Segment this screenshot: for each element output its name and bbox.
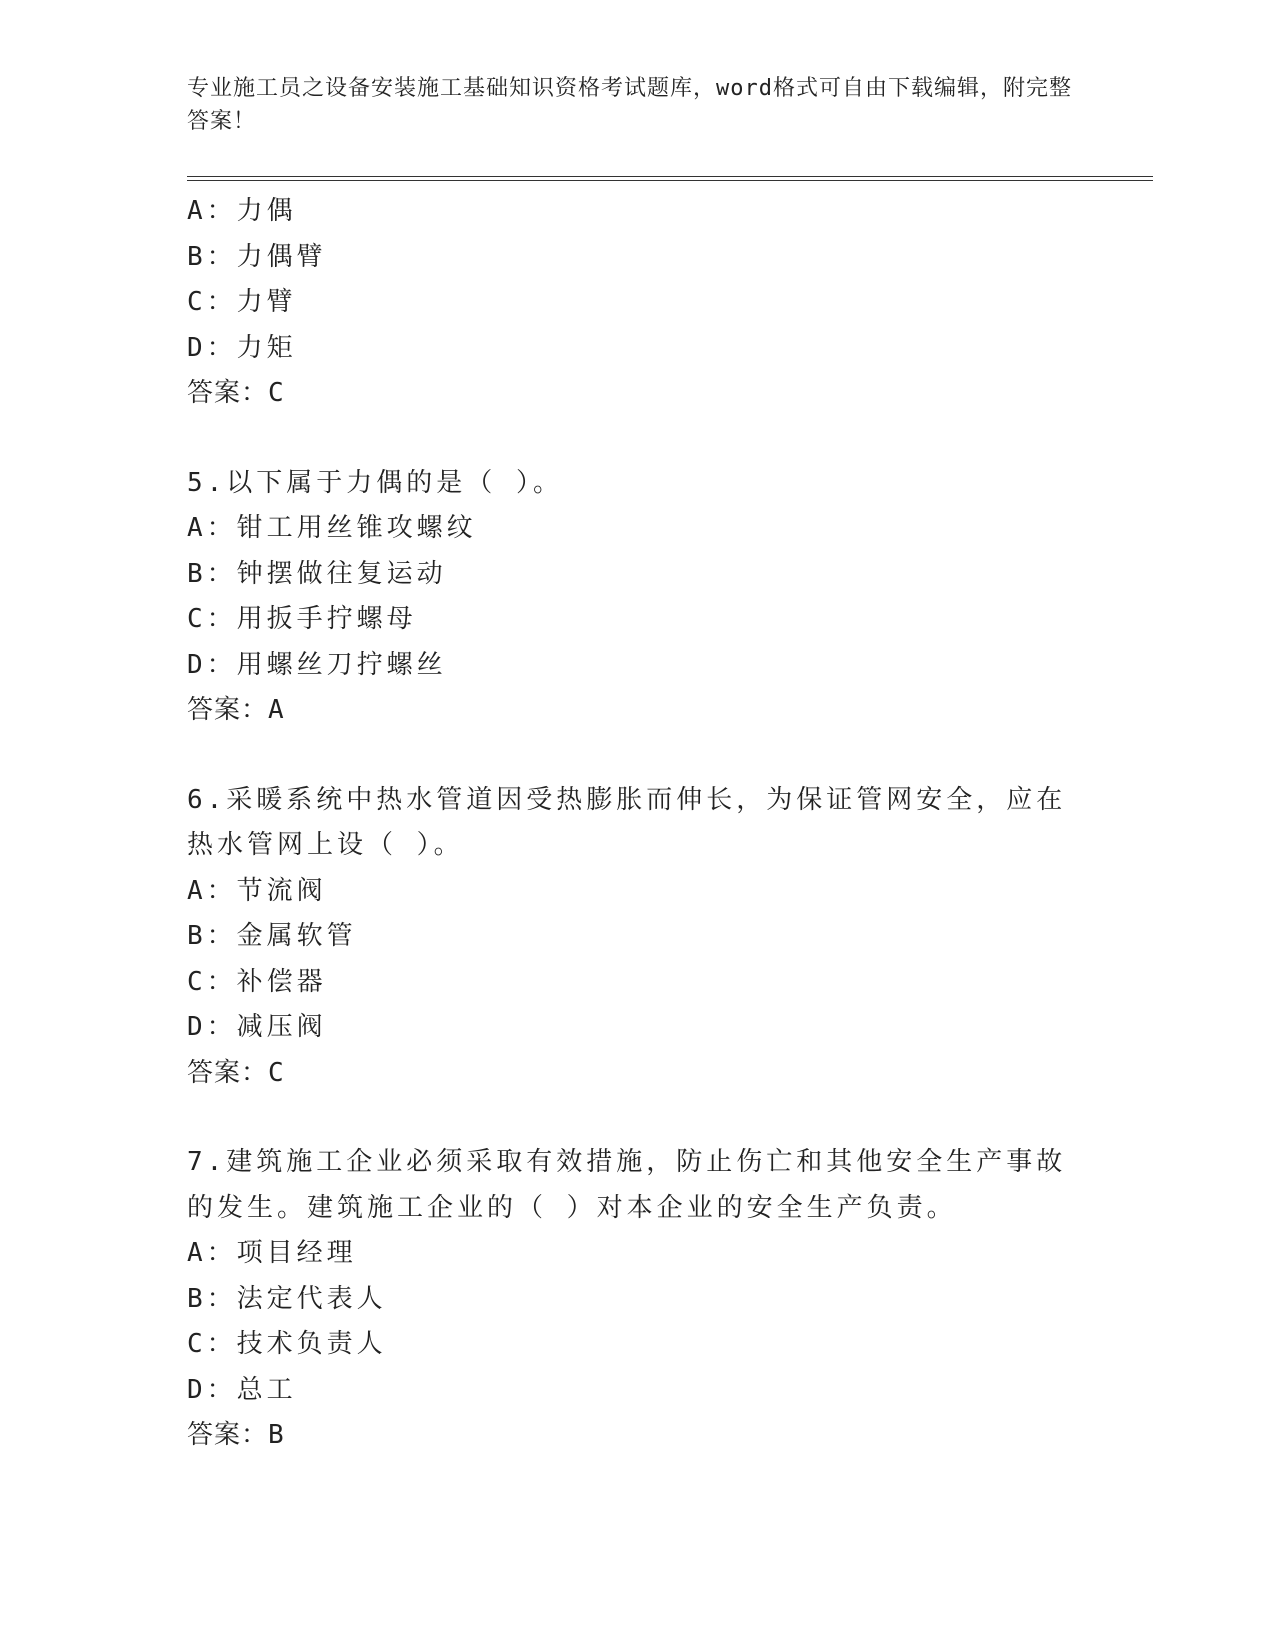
question-list bbox=[187, 189, 1087, 1459]
option-a: A：项目经理 bbox=[187, 1238, 357, 1268]
option-a: A：钳工用丝锥攻螺纹 bbox=[187, 513, 477, 543]
header-divider bbox=[187, 176, 1153, 181]
answer: 答案：A bbox=[187, 695, 285, 725]
option-d: D：总工 bbox=[187, 1374, 297, 1405]
question-text: 6.采暖系统中热水管道因受热膨胀而伸长，为保证管网安全，应在热水管网上设（ ）。 bbox=[187, 784, 1067, 860]
answer: 答案：C bbox=[187, 1057, 285, 1088]
answer: 答案：C bbox=[187, 378, 285, 408]
option-a: A：节流阀 bbox=[187, 875, 327, 906]
option-b: B：力偶臂 bbox=[187, 241, 327, 272]
option-c: C：力臂 bbox=[187, 287, 297, 317]
page-header: 专业施工员之设备安装施工基础知识资格考试题库，word格式可自由下载编辑，附完整答案！ bbox=[187, 76, 1072, 134]
option-b: B：钟摆做往复运动 bbox=[187, 558, 447, 589]
question-6 bbox=[187, 778, 1087, 1097]
question-4-tail bbox=[187, 189, 1087, 417]
question-text: 5.以下属于力偶的是（ ）。 bbox=[187, 467, 563, 498]
question-7 bbox=[187, 1140, 1087, 1459]
answer: 答案：B bbox=[187, 1420, 285, 1450]
question-text: 7.建筑施工企业必须采取有效措施，防止伤亡和其他安全生产事故的发生。建筑施工企业的（ ）对本企业的安全生产负责。 bbox=[187, 1147, 1067, 1223]
option-b: B：法定代表人 bbox=[187, 1283, 387, 1314]
option-d: D：减压阀 bbox=[187, 1012, 327, 1042]
option-d: D：力矩 bbox=[187, 332, 297, 363]
option-c: C：技术负责人 bbox=[187, 1329, 387, 1359]
option-b: B：金属软管 bbox=[187, 921, 357, 951]
option-c: C：补偿器 bbox=[187, 966, 327, 997]
option-a: A：力偶 bbox=[187, 196, 297, 226]
question-5 bbox=[187, 461, 1087, 734]
option-c: C：用扳手拧螺母 bbox=[187, 604, 417, 634]
option-d: D：用螺丝刀拧螺丝 bbox=[187, 649, 447, 680]
